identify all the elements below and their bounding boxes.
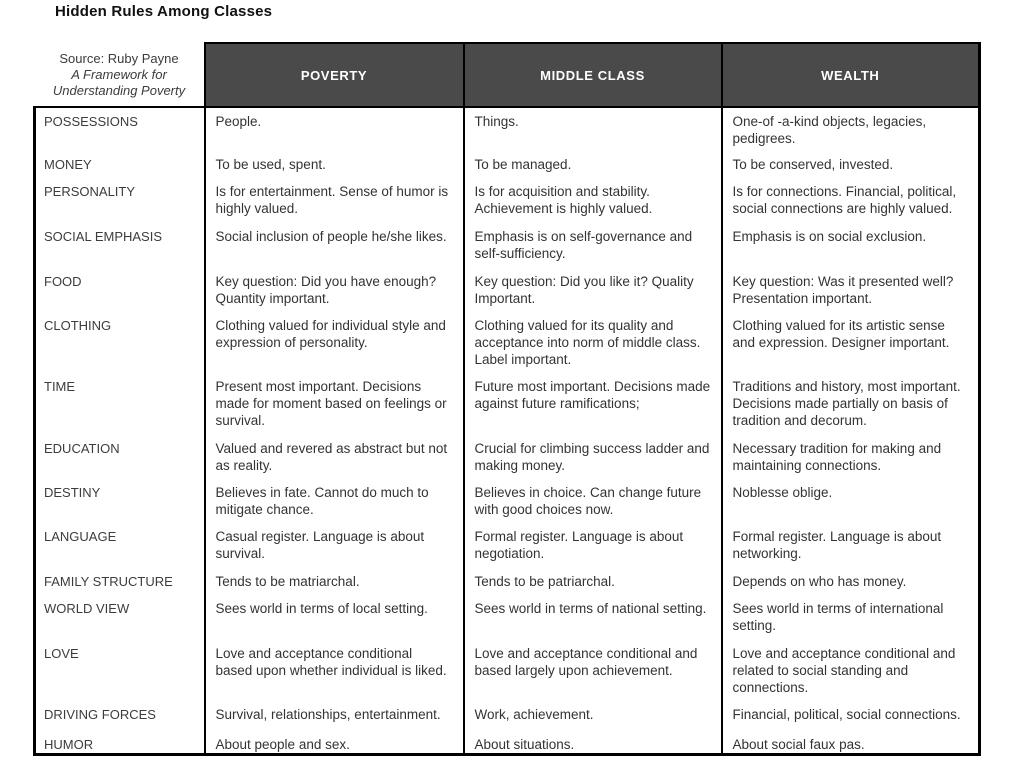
cell-middle-class: About situations. [464, 731, 722, 755]
row-label: LANGUAGE [35, 523, 205, 568]
cell-wealth: About social faux pas. [722, 731, 980, 755]
source-book-title-line2: Understanding Poverty [52, 82, 186, 98]
page-title: Hidden Rules Among Classes [55, 3, 273, 20]
cell-poverty: About people and sex. [205, 731, 464, 755]
table-row-food [35, 268, 980, 312]
table-row-social-emphasis [35, 223, 980, 268]
table-row-driving-forces [35, 701, 980, 731]
column-header-poverty: POVERTY [205, 43, 464, 107]
cell-wealth: Emphasis is on social exclusion. [722, 223, 980, 268]
cell-middle-class: Emphasis is on self-governance and self-sufficiency. [464, 223, 722, 268]
cell-wealth: To be conserved, invested. [722, 151, 980, 178]
cell-middle-class: Future most important. Decisions made against future ramifications; [464, 373, 722, 435]
cell-middle-class: Clothing valued for its quality and acceptance into norm of middle class. Label important. [464, 312, 722, 373]
cell-poverty: Love and acceptance conditional based upon whether individual is liked. [205, 640, 464, 701]
row-label: LOVE [35, 640, 205, 701]
table-row-destiny [35, 479, 980, 523]
cell-middle-class: Key question: Did you like it? Quality Important. [464, 268, 722, 312]
cell-wealth: Key question: Was it presented well? Presentation important. [722, 268, 980, 312]
header-row [35, 43, 980, 107]
row-label: FAMILY STRUCTURE [35, 568, 205, 595]
column-header-wealth: WEALTH [722, 43, 980, 107]
cell-middle-class: Sees world in terms of national setting. [464, 595, 722, 640]
cell-middle-class: Tends to be patriarchal. [464, 568, 722, 595]
cell-poverty: Social inclusion of people he/she likes. [205, 223, 464, 268]
table-row-time [35, 373, 980, 435]
row-label: PERSONALITY [35, 178, 205, 223]
cell-poverty: Present most important. Decisions made for moment based on feelings or survival. [205, 373, 464, 435]
cell-wealth: Noblesse oblige. [722, 479, 980, 523]
table-row-language [35, 523, 980, 568]
source-line: Source: Ruby Payne [59, 50, 179, 66]
cell-middle-class: Love and acceptance conditional and based largely upon achievement. [464, 640, 722, 701]
cell-wealth: Sees world in terms of international setting. [722, 595, 980, 640]
row-label: SOCIAL EMPHASIS [35, 223, 205, 268]
row-label: EDUCATION [35, 435, 205, 479]
table-row-humor [35, 731, 980, 755]
cell-poverty: Casual register. Language is about survival. [205, 523, 464, 568]
table-row-personality [35, 178, 980, 223]
row-label: DRIVING FORCES [35, 701, 205, 731]
table-row-education [35, 435, 980, 479]
cell-middle-class: To be managed. [464, 151, 722, 178]
source-book-title-line1: A Framework for [71, 66, 167, 82]
cell-wealth: Traditions and history, most important. Decisions made partially on basis of tradition and decorum. [722, 373, 980, 435]
table-row-family-structure [35, 568, 980, 595]
row-label: FOOD [35, 268, 205, 312]
cell-middle-class: Formal register. Language is about negotiation. [464, 523, 722, 568]
cell-middle-class: Is for acquisition and stability. Achievement is highly valued. [464, 178, 722, 223]
row-label: MONEY [35, 151, 205, 178]
cell-wealth: Necessary tradition for making and maintaining connections. [722, 435, 980, 479]
row-label: DESTINY [35, 479, 205, 523]
table-row-money [35, 151, 980, 178]
cell-wealth: Is for connections. Financial, political, social connections are highly valued. [722, 178, 980, 223]
cell-poverty: Valued and revered as abstract but not as reality. [205, 435, 464, 479]
cell-middle-class: Work, achievement. [464, 701, 722, 731]
cell-middle-class: Crucial for climbing success ladder and making money. [464, 435, 722, 479]
cell-poverty: Tends to be matriarchal. [205, 568, 464, 595]
row-label: POSSESSIONS [35, 107, 205, 151]
cell-wealth: Clothing valued for its artistic sense and expression. Designer important. [722, 312, 980, 373]
cell-poverty: Clothing valued for individual style and expression of personality. [205, 312, 464, 373]
row-label: CLOTHING [35, 312, 205, 373]
table-row-possessions [35, 107, 980, 151]
cell-poverty: Believes in fate. Cannot do much to mitigate chance. [205, 479, 464, 523]
source-attribution [35, 43, 205, 107]
cell-middle-class: Things. [464, 107, 722, 151]
row-label: HUMOR [35, 731, 205, 755]
cell-poverty: Sees world in terms of local setting. [205, 595, 464, 640]
table-row-love [35, 640, 980, 701]
cell-wealth: Depends on who has money. [722, 568, 980, 595]
hidden-rules-table [33, 42, 981, 756]
row-label: TIME [35, 373, 205, 435]
cell-wealth: Love and acceptance conditional and related to social standing and connections. [722, 640, 980, 701]
cell-poverty: Is for entertainment. Sense of humor is highly valued. [205, 178, 464, 223]
cell-middle-class: Believes in choice. Can change future with good choices now. [464, 479, 722, 523]
cell-poverty: Survival, relationships, entertainment. [205, 701, 464, 731]
cell-poverty: People. [205, 107, 464, 151]
row-label: WORLD VIEW [35, 595, 205, 640]
cell-poverty: Key question: Did you have enough? Quantity important. [205, 268, 464, 312]
column-header-middle-class: MIDDLE CLASS [464, 43, 722, 107]
table-row-clothing [35, 312, 980, 373]
table-row-world-view [35, 595, 980, 640]
cell-wealth: Financial, political, social connections. [722, 701, 980, 731]
cell-wealth: Formal register. Language is about networking. [722, 523, 980, 568]
cell-poverty: To be used, spent. [205, 151, 464, 178]
cell-wealth: One-of -a-kind objects, legacies, pedigrees. [722, 107, 980, 151]
